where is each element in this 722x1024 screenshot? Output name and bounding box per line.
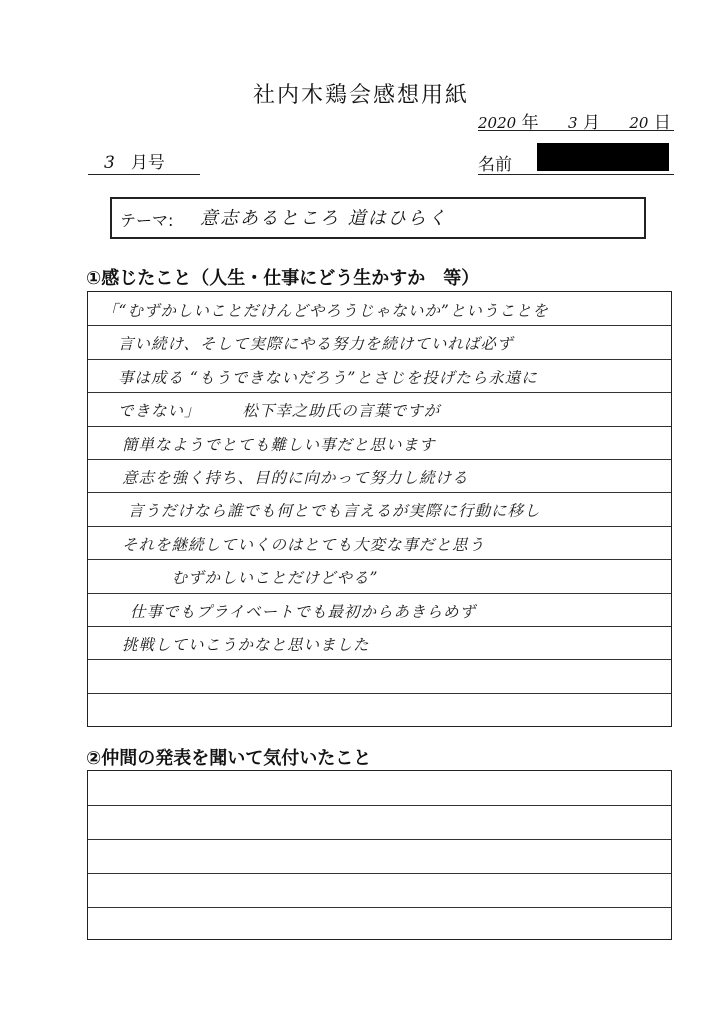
ruled-line — [88, 426, 671, 427]
ruled-line — [88, 693, 671, 694]
ruled-line — [88, 907, 671, 908]
ruled-line — [88, 459, 671, 460]
ruled-line — [88, 839, 671, 840]
ruled-line — [88, 873, 671, 874]
date-day: 20 — [629, 114, 649, 132]
ruled-line — [88, 325, 671, 326]
ruled-line — [88, 659, 671, 660]
date-year: 2020 — [478, 114, 517, 132]
date-month: 3 — [568, 114, 578, 132]
ruled-line — [88, 392, 671, 393]
ruled-line — [88, 526, 671, 527]
theme-label: テーマ: — [120, 211, 174, 230]
section2-heading: ②仲間の発表を聞いて気付いたこと — [86, 748, 372, 769]
ruled-line — [88, 626, 671, 627]
handwritten-line: 言うだけなら誰でも何とでも言えるが実際に行動に移し — [128, 502, 541, 521]
handwritten-line: むずかしいことだけどやる” — [122, 569, 379, 588]
handwritten-line: 意志を強く持ち、目的に向かって努力し続ける — [122, 469, 469, 487]
handwritten-line: 簡単なようでとても難しい事だと思います — [122, 435, 436, 454]
name-label: 名前 — [478, 155, 512, 175]
date-underline — [478, 130, 674, 131]
date-day-label: 日 — [653, 113, 671, 133]
section1-heading: ①感じたこと（人生・仕事にどう生かすか 等） — [86, 268, 480, 289]
issue-label: 月号 — [130, 153, 165, 173]
section2-writing-area — [87, 770, 672, 940]
issue-number: 3 — [104, 153, 115, 173]
section1-writing-area — [87, 291, 672, 727]
ruled-line — [88, 805, 671, 806]
handwritten-line: できない」 松下幸之助氏の言葉ですが — [118, 402, 441, 421]
date-month-label: 月 — [582, 113, 600, 133]
handwritten-line: 事は成る “もうできないだろう”とさじを投げたら永遠に — [118, 368, 538, 387]
ruled-line — [88, 559, 671, 560]
handwritten-line: 仕事でもプライベートでも最初からあきらめず — [130, 602, 477, 621]
handwritten-line: 言い続け、そして実際にやる努力を続けていれば必ず — [118, 335, 514, 354]
issue-field — [94, 148, 165, 173]
form-title: 社内木鶏会感想用紙 — [252, 83, 469, 108]
ruled-line — [88, 593, 671, 594]
name-redaction — [537, 143, 669, 171]
issue-underline — [88, 174, 200, 175]
theme-text: 意志あるところ 道はひらく — [200, 208, 448, 229]
ruled-line — [88, 492, 671, 493]
name-underline — [478, 174, 674, 175]
handwritten-line: 挑戦していこうかなと思いました — [122, 636, 370, 654]
handwritten-line: 「“むずかしいことだけんどやろうじゃないか”ということを — [102, 302, 549, 320]
date-year-label: 年 — [521, 113, 539, 133]
ruled-line — [88, 359, 671, 360]
handwritten-line: それを継続していくのはとても大変な事だと思う — [122, 535, 486, 554]
